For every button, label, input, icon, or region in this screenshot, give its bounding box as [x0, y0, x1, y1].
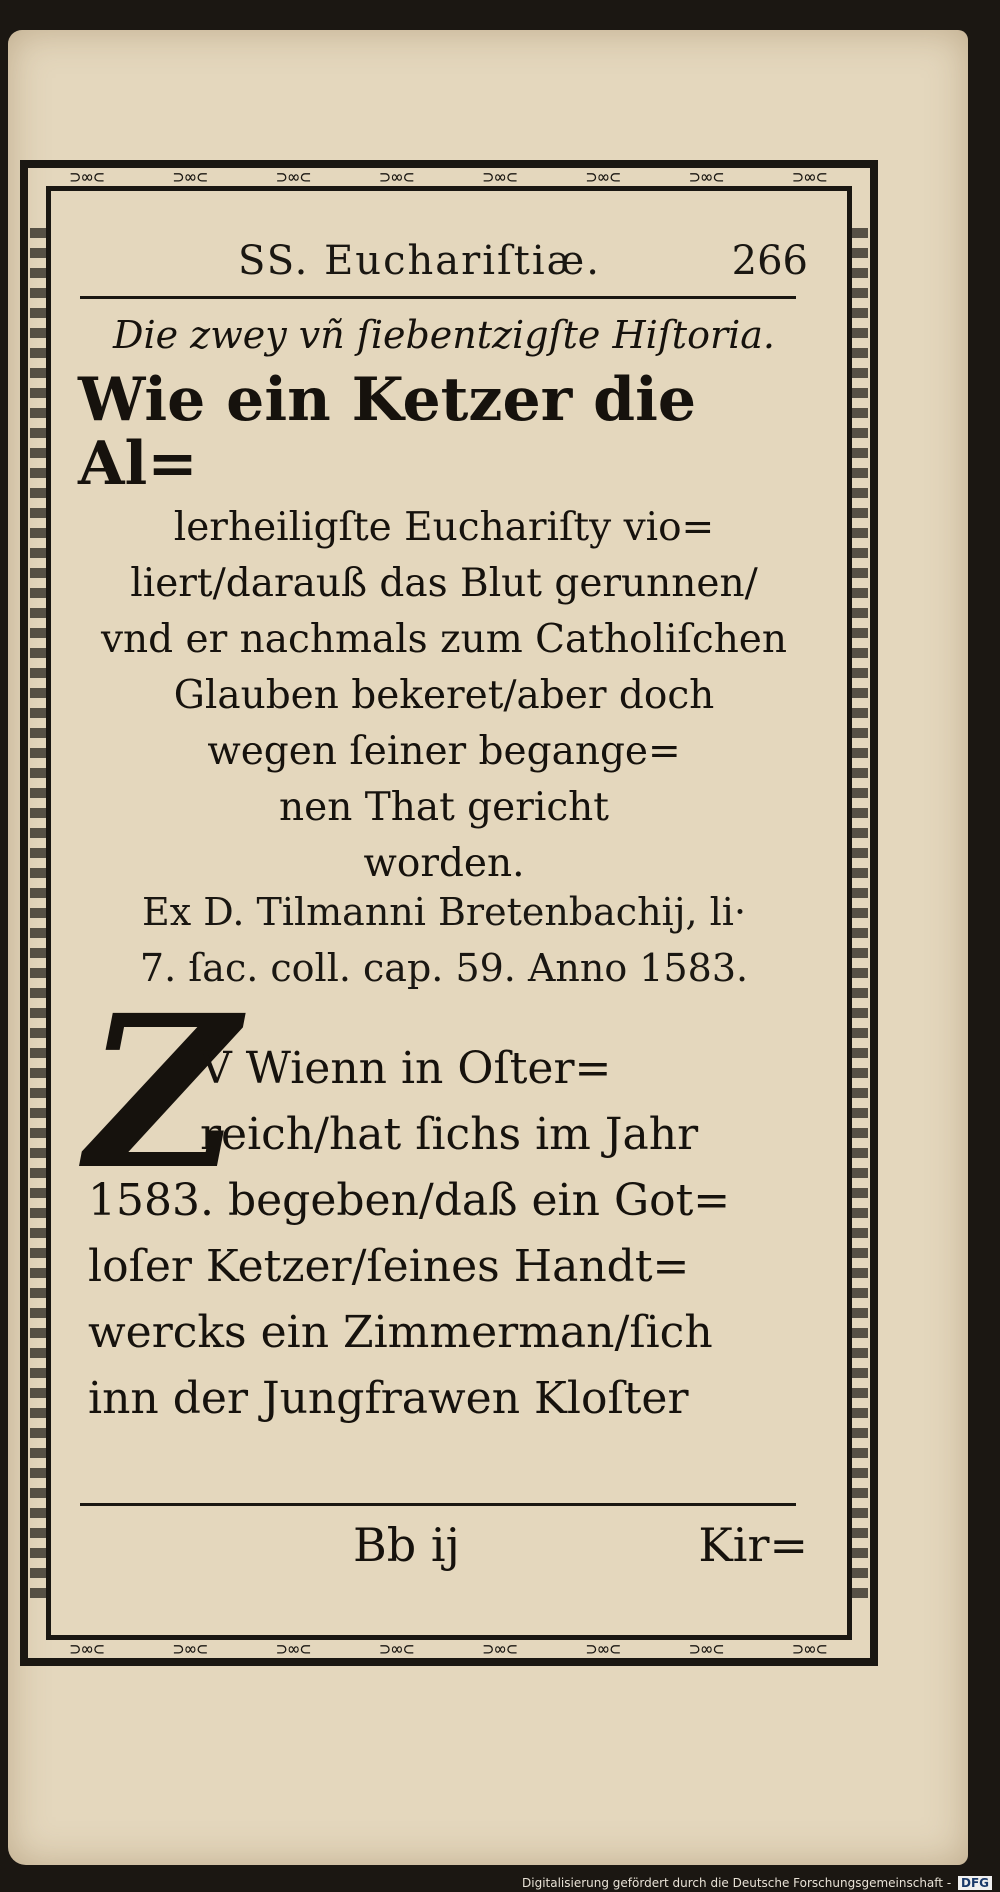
catchword-line [88, 1518, 813, 1578]
drop-cap: Z [86, 969, 240, 1216]
footer-rule [80, 1503, 796, 1506]
heading-line: Glauben bekeret/aber doch [173, 673, 715, 718]
digitization-credit [522, 1876, 992, 1890]
heading-body [78, 500, 810, 892]
page-header [88, 230, 808, 290]
chapter-heading [78, 308, 810, 892]
heading-line: vnd er nachmals zum Catholiſchen [100, 617, 788, 662]
heading-line: nen That gericht [279, 785, 609, 830]
catchword: Kir= [698, 1518, 808, 1572]
signature-mark: Bb ij [353, 1518, 460, 1572]
body-text [88, 1036, 813, 1432]
dfg-logo: DFG [958, 1876, 992, 1890]
book-page [8, 30, 968, 1865]
border-ornament-top: ⊃∞⊂ ⊃∞⊂ ⊃∞⊂ ⊃∞⊂ ⊃∞⊂ ⊃∞⊂ ⊃∞⊂ ⊃∞⊂ [69, 166, 829, 188]
ornamental-border [20, 160, 878, 1666]
text-line: 1583. begeben/daß ein Got= [88, 1175, 731, 1226]
text-line: wercks ein Zimmerman/ſich [88, 1307, 713, 1358]
text-line: V Wienn in Oſter= [200, 1043, 612, 1094]
credit-text: Digitalisierung gefördert durch die Deutsche Forschungsgemeinschaft - [522, 1876, 952, 1890]
text-line: inn der Jungfrawen Kloſter [88, 1373, 689, 1424]
heading-line: liert/darauß das Blut gerunnen/ [130, 561, 758, 606]
heading-line: wegen ſeiner begange= [207, 729, 681, 774]
text-line: loſer Ketzer/ſeines Handt= [88, 1241, 690, 1292]
border-ornament-right [852, 228, 868, 1598]
text-line: reich/hat ſichs im Jahr [200, 1109, 699, 1160]
heading-title: Wie ein Ketzer die Al= [78, 365, 697, 499]
page-number: 266 [731, 238, 808, 284]
heading-subtitle: Die zwey vñ ſiebentzigſte Hiſtoria. [112, 313, 775, 357]
heading-line: worden. [363, 841, 525, 886]
header-rule [80, 296, 796, 299]
running-title: SS. Euchariſtiæ. [238, 238, 601, 284]
source-line: 7. ſac. coll. cap. 59. Anno 1583. [139, 946, 749, 990]
source-line: Ex D. Tilmanni Bretenbachij, li· [141, 890, 747, 934]
border-ornament-bottom: ⊃∞⊂ ⊃∞⊂ ⊃∞⊂ ⊃∞⊂ ⊃∞⊂ ⊃∞⊂ ⊃∞⊂ ⊃∞⊂ [69, 1638, 829, 1660]
heading-line: lerheiligſte Euchariſty vio= [173, 505, 715, 550]
border-ornament-left [30, 228, 46, 1598]
